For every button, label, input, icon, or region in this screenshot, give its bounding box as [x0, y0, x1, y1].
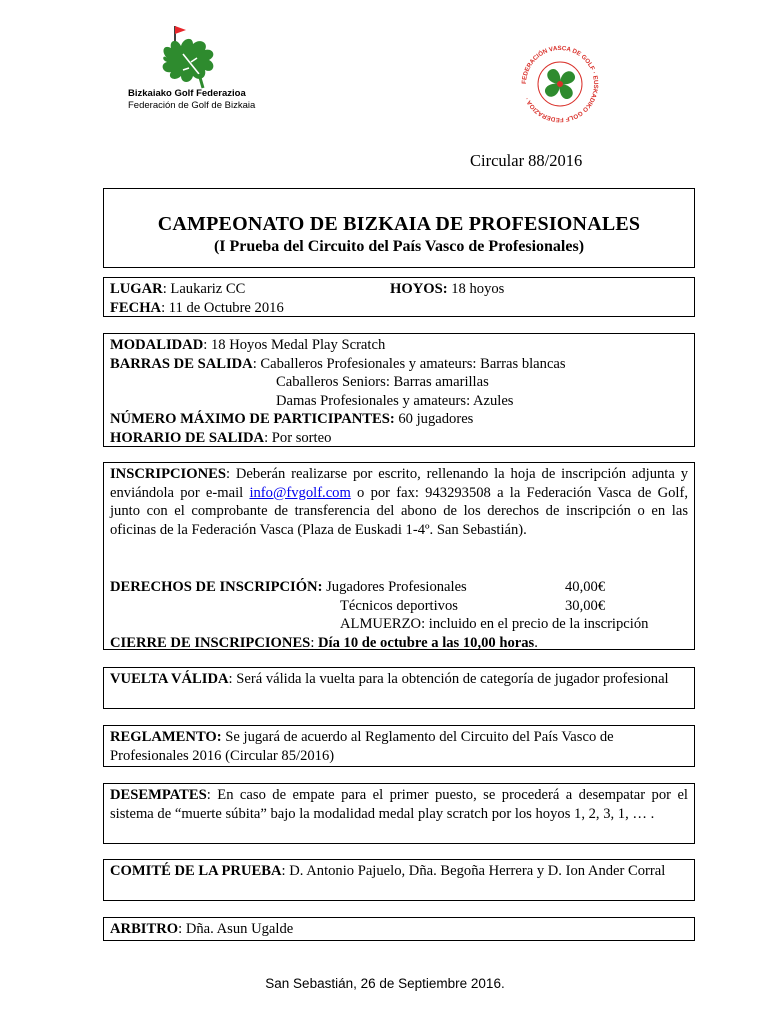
modalidad-label: MODALIDAD: [110, 337, 204, 353]
title-box: [103, 188, 695, 268]
desempates-text: : En caso de empate para el primer puesto, se procederá a desempatar por el sistema de “muerte súbita” bajo la modalidad medal play scratch por los hoyos 1, 2, 3, 1, … .: [110, 787, 688, 822]
vuelta-valida-box: [103, 667, 695, 709]
org-name-eu: Bizkaiako Golf Federazioa: [128, 88, 246, 99]
barras-value-1: : Caballeros Profesionales y amateurs: Barras blancas: [252, 355, 566, 372]
derechos-1-name: Jugadores Profesionales: [322, 579, 467, 595]
cierre-value: Día 10 de octubre a las 10,00 horas: [318, 634, 535, 651]
horario-label: HORARIO DE SALIDA: [110, 429, 265, 446]
inscripciones-text: : Deberán realizarse por escrito, rellenando la hoja de inscripción adjunta y enviándola por e-mail: [110, 466, 688, 501]
derechos-2-name: Técnicos deportivos: [340, 597, 458, 614]
org-name-es: Federación de Golf de Bizkaia: [128, 100, 256, 111]
hoyos-value: 18 hoyos: [447, 281, 505, 297]
lugar-value: : Laukariz CC: [162, 281, 246, 297]
vuelta-label: VUELTA VÁLIDA: [110, 671, 229, 687]
lugar-label: LUGAR: [110, 281, 163, 297]
max-participantes-value: 60 jugadores: [394, 411, 474, 428]
oak-leaf-flag-icon: [153, 18, 233, 92]
inscripciones-paragraph: [110, 465, 688, 558]
page-title: CAMPEONATO DE BIZKAIA DE PROFESIONALES: [157, 213, 641, 235]
derechos-2-price: 30,00€: [565, 597, 606, 614]
comite-box: [103, 859, 695, 901]
barras-value-3: Damas Profesionales y amateurs: Azules: [276, 392, 514, 409]
modalidad-value: : 18 Hoyos Medal Play Scratch: [203, 337, 386, 353]
desempates-label: DESEMPATES: [110, 787, 207, 803]
barras-value-2: Caballeros Seniors: Barras amarillas: [276, 374, 489, 391]
page-subtitle: (I Prueba del Circuito del País Vasco de Profesionales): [213, 238, 585, 255]
circular-number: Circular 88/2016: [470, 151, 583, 170]
horario-value: : Por sorteo: [264, 429, 332, 446]
desempates-box: [103, 783, 695, 844]
fecha-value: : 11 de Octubre 2016: [161, 299, 284, 316]
inscripciones-label: INSCRIPCIONES: [110, 466, 226, 482]
email-link[interactable]: info@fvgolf.com: [249, 484, 351, 501]
inscripciones-box: [103, 462, 695, 650]
bizkaia-logo: [128, 18, 268, 118]
federation-seal: [518, 42, 602, 126]
max-participantes-label: NÚMERO MÁXIMO DE PARTICIPANTES:: [110, 411, 395, 428]
barras-label: BARRAS DE SALIDA: [110, 355, 253, 372]
hoyos-label: HOYOS:: [390, 281, 448, 297]
lauburu-seal-icon: [518, 42, 602, 126]
comite-label: COMITÉ DE LA PRUEBA: [110, 863, 282, 879]
arbitro-label: ARBITRO: [110, 921, 179, 937]
arbitro-text: : Dña. Asun Ugalde: [178, 921, 294, 937]
derechos-3: ALMUERZO: incluido en el precio de la inscripción: [340, 616, 649, 633]
lugar-box: [103, 277, 695, 317]
cierre-label: CIERRE DE INSCRIPCIONES: [110, 634, 311, 651]
modalidad-box: [103, 333, 695, 447]
vuelta-text: : Será válida la vuelta para la obtención de categoría de jugador profesional: [228, 671, 669, 687]
reglamento-label: REGLAMENTO:: [110, 729, 222, 745]
cierre-colon: :: [310, 634, 319, 651]
reglamento-text: Se jugará de acuerdo al Reglamento del Circuito del País Vasco de Profesionales 2016 (Circular 85/2016): [110, 729, 614, 764]
arbitro-box: [103, 917, 695, 941]
derechos-1-price: 40,00€: [565, 579, 606, 595]
svg-text:FEDERACIÓN VASCA DE GOLF · EUS: FEDERACIÓN VASCA DE GOLF · EUSKADIKO GOLF FEDERAZIOA ·: [520, 44, 600, 124]
comite-text: : D. Antonio Pajuelo, Dña. Begoña Herrera y D. Ion Ander Corral: [281, 863, 666, 879]
inscripciones-text-2: o por fax: 943293508 a la Federación Vasca de Golf, junto con el comprobante de transferencia del abono de los derechos de inscripción o en las oficinas de la Federación Vasca (Plaza de Euskadi 1-4º. San Sebastián).: [110, 484, 688, 538]
fecha-label: FECHA: [110, 299, 162, 316]
reglamento-box: [103, 725, 695, 767]
footer-place-date: San Sebastián, 26 de Septiembre 2016.: [265, 976, 505, 991]
derechos-label: DERECHOS DE INSCRIPCIÓN:: [110, 579, 323, 595]
cierre-end: .: [534, 634, 538, 651]
